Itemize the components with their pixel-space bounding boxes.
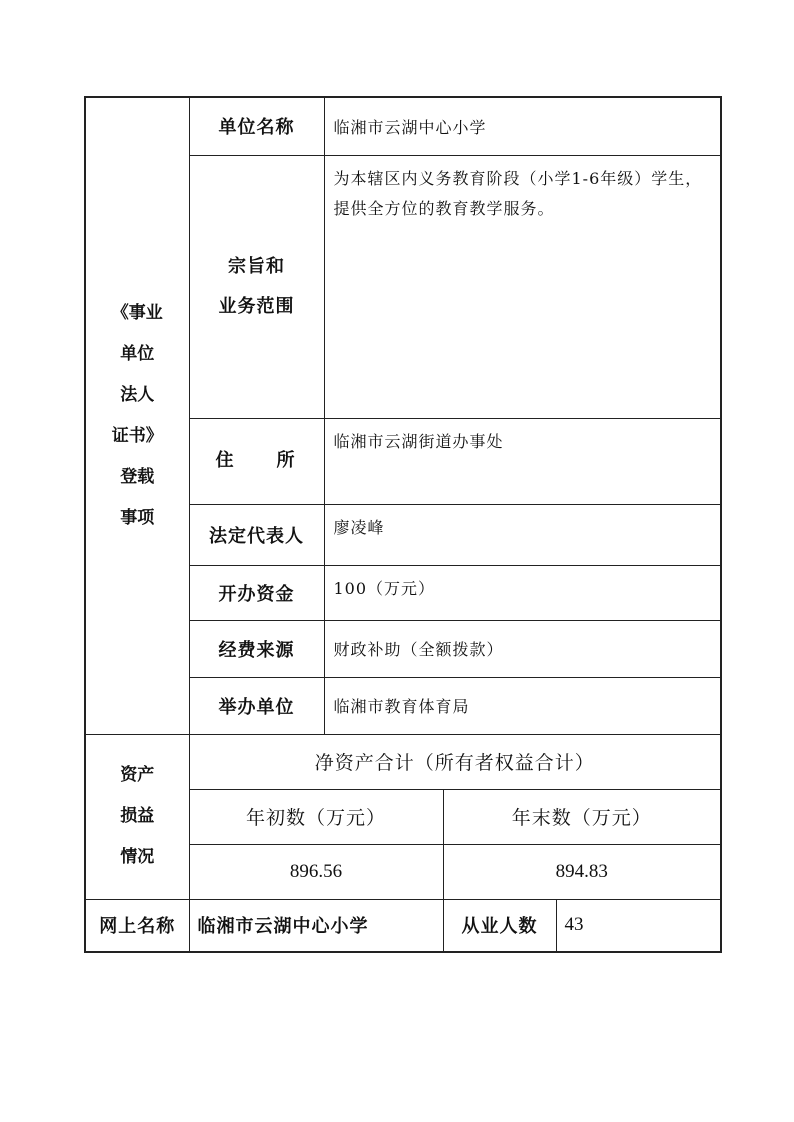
address-label-char-2: 所: [276, 450, 296, 471]
sponsor-unit-label: 举办单位: [189, 677, 324, 734]
registration-title-line-2: 单位: [120, 343, 155, 364]
unit-name-label: 单位名称: [189, 97, 324, 155]
purpose-label-line-1: 宗旨和: [228, 255, 285, 277]
funding-source-value: 财政补助（全额拨款）: [324, 620, 721, 677]
end-year-value: 894.83: [443, 844, 721, 899]
address-value: 临湘市云湖街道办事处: [324, 418, 721, 504]
registration-title-line-4: 证书》: [111, 425, 163, 446]
legal-representative-value: 廖凌峰: [324, 504, 721, 565]
unit-name-value: 临湘市云湖中心小学: [324, 97, 721, 155]
assets-title-line-1: 资产: [120, 765, 155, 785]
end-year-label: 年末数（万元）: [443, 789, 721, 844]
assets-section-header: [85, 734, 189, 899]
registration-info-table: [84, 96, 722, 953]
address-label: [189, 418, 324, 504]
purpose-label-line-2: 业务范围: [218, 295, 295, 317]
begin-year-value: 896.56: [189, 844, 443, 899]
address-label-char-1: 住: [215, 450, 235, 471]
online-name-label: 网上名称: [85, 899, 189, 952]
funding-source-label: 经费来源: [189, 620, 324, 677]
start-capital-value: 100（万元）: [324, 565, 721, 620]
begin-year-label: 年初数（万元）: [189, 789, 443, 844]
assets-title-line-2: 损益: [120, 806, 155, 826]
staff-count-value: 43: [556, 899, 721, 952]
purpose-value: 为本辖区内义务教育阶段（小学1-6年级）学生，提供全方位的教育教学服务。: [324, 155, 721, 418]
staff-count-label: 从业人数: [443, 899, 556, 952]
registration-title-line-5: 登载: [120, 466, 155, 487]
assets-title-line-3: 情况: [120, 847, 155, 867]
legal-representative-label: 法定代表人: [189, 504, 324, 565]
registration-title-line-6: 事项: [120, 507, 155, 528]
net-assets-header: 净资产合计（所有者权益合计）: [189, 734, 721, 789]
online-name-value: 临湘市云湖中心小学: [189, 899, 443, 952]
purpose-label: [189, 155, 324, 418]
start-capital-label: 开办资金: [189, 565, 324, 620]
registration-section-header: [85, 97, 189, 734]
registration-title-line-1: 《事业: [111, 302, 163, 323]
sponsor-unit-value: 临湘市教育体育局: [324, 677, 721, 734]
registration-title-line-3: 法人: [120, 384, 155, 405]
